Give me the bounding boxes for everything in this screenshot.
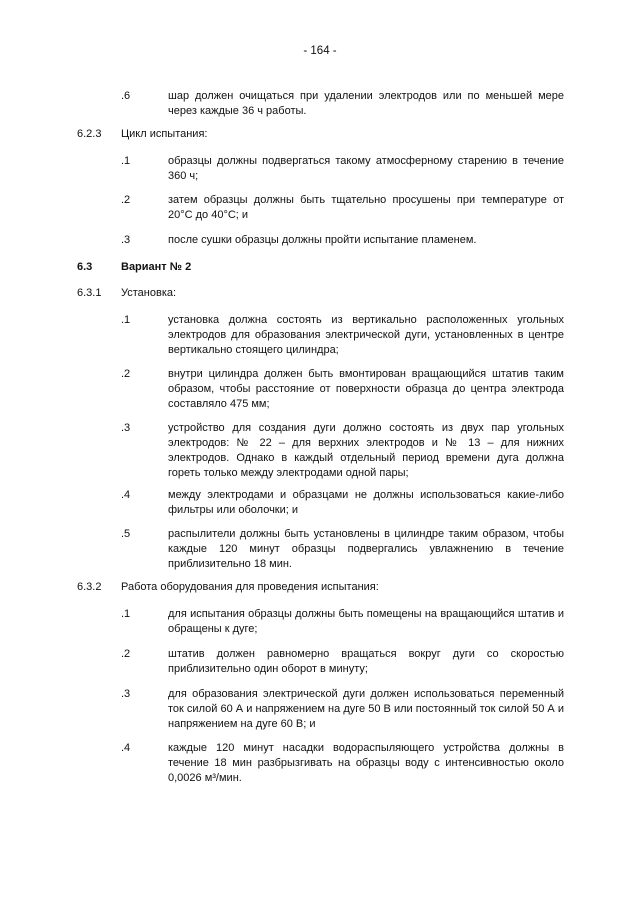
item-number: .3 bbox=[121, 234, 131, 246]
item-number: .3 bbox=[121, 688, 131, 700]
item-number: .1 bbox=[121, 608, 131, 620]
heading-number: 6.3.2 bbox=[77, 581, 102, 593]
item-text: между электродами и образцами не должны использоваться какие-либо фильтры или оболочки; и bbox=[168, 489, 564, 516]
heading-number: 6.3.1 bbox=[77, 287, 102, 299]
item-text: затем образцы должны быть тщательно просушены при температуре от 20°C до 40°C; и bbox=[168, 194, 564, 221]
item-text: установка должна состоять из вертикально расположенных угольных электродов для образования электрической дуги, установленных в центре вертикально стоящего цилиндра; bbox=[168, 314, 564, 356]
item-number: .4 bbox=[121, 489, 131, 501]
item-text: штатив должен равномерно вращаться вокруг дуги со скоростью приблизительно один оборот в минуту; bbox=[168, 648, 564, 675]
item-text: образцы должны подвергаться такому атмосферному старению в течение 360 ч; bbox=[168, 155, 564, 182]
item-text: устройство для создания дуги должно состоять из двух пар угольных электродов: № 22 – для верхних электродов и № 13 – для нижних электродов. Однако в каждый отдельный период времени дуга должна гореть только между электродами одной пары; bbox=[168, 422, 564, 479]
heading-text: Установка: bbox=[121, 287, 177, 299]
item-number: .1 bbox=[121, 314, 131, 326]
item-text: для образования электрической дуги должен использоваться переменный ток силой 60 А и напряжением на дуге 50 В или постоянный ток силой 50 А и напряжением на дуге 60 В; и bbox=[168, 688, 564, 730]
page-number: - 164 - bbox=[303, 45, 337, 57]
item-text: для испытания образцы должны быть помещены на вращающийся штатив и обращены к дуге; bbox=[168, 608, 564, 635]
item-number: .6 bbox=[121, 90, 131, 102]
item-number: .2 bbox=[121, 368, 131, 380]
heading-number: 6.2.3 bbox=[77, 128, 102, 140]
item-text: каждые 120 минут насадки водораспыляющего устройства должны в течение 18 мин разбрызгивать на образцы воду с интенсивностью около 0,0026 м³/мин. bbox=[168, 742, 564, 784]
section-number: 6.3 bbox=[77, 261, 93, 273]
item-text: шар должен очищаться при удалении электродов или по меньшей мере через каждые 36 ч работы. bbox=[168, 90, 564, 117]
item-number: .3 bbox=[121, 422, 131, 434]
item-text: внутри цилиндра должен быть вмонтирован вращающийся штатив таким образом, чтобы расстояние от поверхности образца до центра электрода составляло 475 мм; bbox=[168, 368, 564, 410]
item-text: распылители должны быть установлены в цилиндре таким образом, чтобы каждые 120 минут образцы подвергались увлажнению в течение приблизительно 18 мин. bbox=[168, 528, 564, 570]
heading-text: Цикл испытания: bbox=[121, 128, 208, 140]
item-number: .4 bbox=[121, 742, 131, 754]
item-number: .2 bbox=[121, 194, 131, 206]
item-number: .2 bbox=[121, 648, 131, 660]
heading-text: Работа оборудования для проведения испытания: bbox=[121, 581, 379, 593]
section-title: Вариант № 2 bbox=[121, 261, 192, 273]
item-text: после сушки образцы должны пройти испытание пламенем. bbox=[168, 234, 477, 246]
item-number: .5 bbox=[121, 528, 131, 540]
item-number: .1 bbox=[121, 155, 131, 167]
